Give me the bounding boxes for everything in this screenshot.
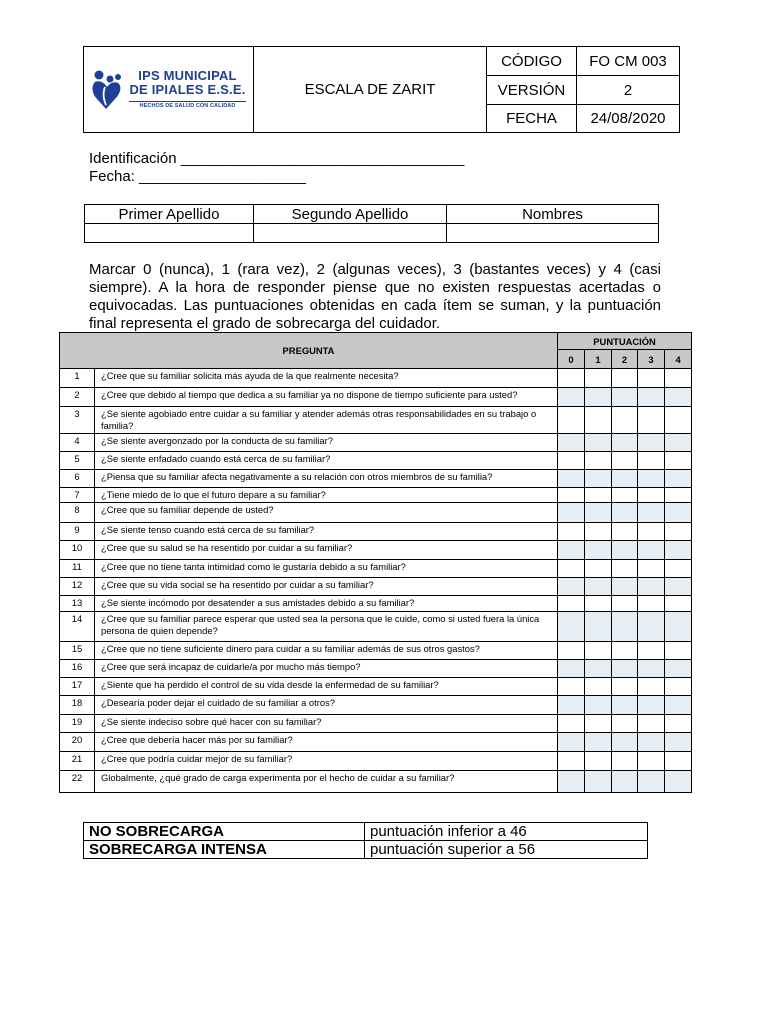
names-input[interactable] (447, 224, 659, 243)
question-row (60, 752, 692, 771)
score-cell-3[interactable] (638, 696, 665, 715)
score-cell-4[interactable] (665, 660, 692, 678)
score-cell-2[interactable] (612, 388, 638, 407)
date-value: 24/08/2020 (577, 105, 680, 133)
question-row (60, 470, 692, 488)
score-cell-0[interactable] (558, 771, 585, 793)
question-row (60, 660, 692, 678)
second-surname-input[interactable] (254, 224, 447, 243)
score-cell-0[interactable] (558, 452, 585, 470)
score-cell-2[interactable] (612, 660, 638, 678)
question-number: 5 (60, 452, 95, 470)
score-cell-3[interactable] (638, 642, 665, 660)
score-cell-4[interactable] (665, 407, 692, 434)
form-title: ESCALA DE ZARIT (254, 47, 487, 133)
question-row (60, 642, 692, 660)
score-cell-1[interactable] (585, 660, 612, 678)
names-header: Nombres (447, 205, 659, 224)
question-text: ¿Se siente avergonzado por la conducta de su familiar? (95, 434, 558, 452)
score-cell-2[interactable] (612, 733, 638, 752)
question-text: ¿Cree que su salud se ha resentido por cuidar a su familiar? (95, 541, 558, 560)
score-cell-3[interactable] (638, 596, 665, 612)
score-1-header: 1 (585, 350, 612, 369)
question-text: ¿Cree que su vida social se ha resentido por cuidar a su familiar? (95, 578, 558, 596)
score-cell-1[interactable] (585, 642, 612, 660)
score-cell-4[interactable] (665, 388, 692, 407)
intense-overload-value: puntuación superior a 56 (365, 841, 648, 859)
question-text: ¿Se siente tenso cuando está cerca de su familiar? (95, 523, 558, 541)
question-row (60, 560, 692, 578)
score-cell-1[interactable] (585, 696, 612, 715)
question-number: 18 (60, 696, 95, 715)
code-value: FO CM 003 (577, 47, 680, 76)
score-cell-3[interactable] (638, 523, 665, 541)
score-cell-4[interactable] (665, 678, 692, 696)
score-cell-2[interactable] (612, 452, 638, 470)
score-cell-3[interactable] (638, 488, 665, 503)
first-surname-header: Primer Apellido (85, 205, 254, 224)
score-cell-3[interactable] (638, 715, 665, 733)
question-row (60, 503, 692, 523)
question-text: Globalmente, ¿qué grado de carga experimenta por el hecho de cuidar a su familiar? (95, 771, 558, 793)
question-row (60, 388, 692, 407)
zarit-questionnaire (59, 332, 692, 793)
score-cell-4[interactable] (665, 434, 692, 452)
score-cell-3[interactable] (638, 660, 665, 678)
second-surname-header: Segundo Apellido (254, 205, 447, 224)
score-cell-2[interactable] (612, 612, 638, 642)
no-overload-label: NO SOBRECARGA (84, 823, 365, 841)
question-row (60, 369, 692, 388)
score-2-header: 2 (612, 350, 638, 369)
identification-field[interactable]: Identificación __________________________________ (89, 150, 465, 167)
score-cell-0[interactable] (558, 541, 585, 560)
question-row (60, 715, 692, 733)
score-cell-4[interactable] (665, 452, 692, 470)
question-number: 3 (60, 407, 95, 434)
score-cell-3[interactable] (638, 612, 665, 642)
score-cell-0[interactable] (558, 596, 585, 612)
score-cell-2[interactable] (612, 752, 638, 771)
score-cell-2[interactable] (612, 596, 638, 612)
question-column-header: PREGUNTA (60, 333, 558, 369)
question-text: ¿Cree que será incapaz de cuidarle/a por mucho más tiempo? (95, 660, 558, 678)
question-text: ¿Cree que debido al tiempo que dedica a su familiar ya no dispone de tiempo suficiente para usted? (95, 388, 558, 407)
question-text: ¿Se siente incómodo por desatender a sus amistades debido a su familiar? (95, 596, 558, 612)
score-cell-1[interactable] (585, 470, 612, 488)
score-cell-0[interactable] (558, 560, 585, 578)
question-number: 6 (60, 470, 95, 488)
score-cell-1[interactable] (585, 560, 612, 578)
score-cell-2[interactable] (612, 642, 638, 660)
score-cell-2[interactable] (612, 407, 638, 434)
score-cell-0[interactable] (558, 733, 585, 752)
score-cell-1[interactable] (585, 715, 612, 733)
question-number: 7 (60, 488, 95, 503)
score-cell-1[interactable] (585, 578, 612, 596)
code-label: CÓDIGO (487, 47, 577, 76)
score-column-header: PUNTUACIÓN (558, 333, 692, 350)
score-cell-1[interactable] (585, 503, 612, 523)
question-number: 21 (60, 752, 95, 771)
question-row (60, 434, 692, 452)
score-cell-3[interactable] (638, 388, 665, 407)
score-cell-4[interactable] (665, 733, 692, 752)
question-text: ¿Se siente agobiado entre cuidar a su familiar y atender además otras responsabilidades en su trabajo o familia? (95, 407, 558, 434)
score-cell-4[interactable] (665, 488, 692, 503)
score-cell-1[interactable] (585, 752, 612, 771)
score-cell-4[interactable] (665, 715, 692, 733)
question-number: 4 (60, 434, 95, 452)
score-cell-4[interactable] (665, 642, 692, 660)
question-text: ¿Cree que no tiene tanta intimidad como le gustaría debido a su familiar? (95, 560, 558, 578)
score-cell-2[interactable] (612, 578, 638, 596)
question-text: ¿Siente que ha perdido el control de su vida desde la enfermedad de su familiar? (95, 678, 558, 696)
question-row (60, 596, 692, 612)
logo-line-2: DE IPIALES E.S.E. (129, 82, 246, 98)
question-row (60, 407, 692, 434)
score-cell-3[interactable] (638, 407, 665, 434)
score-cell-1[interactable] (585, 407, 612, 434)
question-number: 22 (60, 771, 95, 793)
score-cell-4[interactable] (665, 541, 692, 560)
score-cell-2[interactable] (612, 771, 638, 793)
score-cell-3[interactable] (638, 733, 665, 752)
score-cell-4[interactable] (665, 771, 692, 793)
score-cell-1[interactable] (585, 733, 612, 752)
question-text: ¿Cree que su familiar depende de usted? (95, 503, 558, 523)
question-number: 15 (60, 642, 95, 660)
score-cell-3[interactable] (638, 470, 665, 488)
score-cell-1[interactable] (585, 612, 612, 642)
question-text: ¿Cree que podría cuidar mejor de su familiar? (95, 752, 558, 771)
date-field[interactable]: Fecha: ____________________ (89, 168, 306, 185)
date-label: FECHA (487, 105, 577, 133)
question-text: ¿Cree que su familiar parece esperar que usted sea la persona que le cuide, como si usted fuera la única persona de quien depende? (95, 612, 558, 642)
score-cell-1[interactable] (585, 596, 612, 612)
score-cell-0[interactable] (558, 388, 585, 407)
score-cell-3[interactable] (638, 771, 665, 793)
heart-people-icon (91, 68, 125, 112)
question-row (60, 612, 692, 642)
score-cell-2[interactable] (612, 523, 638, 541)
score-cell-2[interactable] (612, 696, 638, 715)
question-number: 17 (60, 678, 95, 696)
question-text: ¿Se siente enfadado cuando está cerca de su familiar? (95, 452, 558, 470)
question-row (60, 452, 692, 470)
score-cell-4[interactable] (665, 503, 692, 523)
logo-line-1: IPS MUNICIPAL (138, 68, 237, 84)
score-cell-0[interactable] (558, 488, 585, 503)
question-text: ¿Tiene miedo de lo que el futuro depare a su familiar? (95, 488, 558, 503)
score-cell-4[interactable] (665, 612, 692, 642)
question-row (60, 678, 692, 696)
score-cell-4[interactable] (665, 560, 692, 578)
score-cell-3[interactable] (638, 678, 665, 696)
score-cell-0[interactable] (558, 678, 585, 696)
question-row (60, 541, 692, 560)
logo-cell (84, 47, 254, 133)
score-cell-0[interactable] (558, 470, 585, 488)
score-cell-1[interactable] (585, 523, 612, 541)
score-cell-0[interactable] (558, 752, 585, 771)
score-cell-3[interactable] (638, 560, 665, 578)
question-row (60, 696, 692, 715)
score-cell-2[interactable] (612, 470, 638, 488)
score-cell-0[interactable] (558, 407, 585, 434)
score-cell-3[interactable] (638, 578, 665, 596)
names-table (84, 204, 659, 243)
no-overload-value: puntuación inferior a 46 (365, 823, 648, 841)
question-row (60, 523, 692, 541)
score-4-header: 4 (665, 350, 692, 369)
question-number: 10 (60, 541, 95, 560)
question-row (60, 578, 692, 596)
question-number: 14 (60, 612, 95, 642)
question-row (60, 488, 692, 503)
score-cell-1[interactable] (585, 488, 612, 503)
score-cell-0[interactable] (558, 642, 585, 660)
instructions: Marcar 0 (nunca), 1 (rara vez), 2 (algunas veces), 3 (bastantes veces) y 4 (casi siempre). A la hora de responder piense que no existen respuestas acertadas o equivocadas. Las puntuaciones obtenidas en cada ítem se suman, y la puntuación final representa el grado de sobrecarga del cuidador. (89, 261, 661, 332)
score-cell-1[interactable] (585, 541, 612, 560)
intense-overload-label: SOBRECARGA INTENSA (84, 841, 365, 859)
score-cell-3[interactable] (638, 752, 665, 771)
question-text: ¿Desearía poder dejar el cuidado de su familiar a otros? (95, 696, 558, 715)
question-rows (60, 369, 692, 793)
question-text: ¿Se siente indeciso sobre qué hacer con su familiar? (95, 715, 558, 733)
score-cell-3[interactable] (638, 434, 665, 452)
score-cell-0[interactable] (558, 696, 585, 715)
results-table (83, 822, 648, 859)
score-cell-2[interactable] (612, 541, 638, 560)
score-cell-3[interactable] (638, 452, 665, 470)
score-cell-1[interactable] (585, 452, 612, 470)
score-cell-2[interactable] (612, 488, 638, 503)
logo-tagline: HECHOS DE SALUD CON CALIDAD (129, 101, 245, 110)
score-cell-1[interactable] (585, 434, 612, 452)
score-cell-0[interactable] (558, 434, 585, 452)
question-text: ¿Piensa que su familiar afecta negativamente a su relación con otros miembros de su familia? (95, 470, 558, 488)
score-cell-4[interactable] (665, 369, 692, 388)
score-cell-4[interactable] (665, 596, 692, 612)
question-number: 16 (60, 660, 95, 678)
score-cell-2[interactable] (612, 560, 638, 578)
score-cell-0[interactable] (558, 612, 585, 642)
score-cell-4[interactable] (665, 578, 692, 596)
question-text: ¿Cree que su familiar solicita más ayuda de la que realmente necesita? (95, 369, 558, 388)
score-cell-4[interactable] (665, 470, 692, 488)
question-number: 12 (60, 578, 95, 596)
score-cell-2[interactable] (612, 434, 638, 452)
question-number: 20 (60, 733, 95, 752)
score-cell-3[interactable] (638, 369, 665, 388)
version-label: VERSIÓN (487, 76, 577, 105)
score-cell-1[interactable] (585, 678, 612, 696)
score-cell-0[interactable] (558, 503, 585, 523)
question-text: ¿Cree que debería hacer más por su familiar? (95, 733, 558, 752)
ips-logo (91, 68, 245, 112)
question-number: 2 (60, 388, 95, 407)
question-row (60, 733, 692, 752)
score-0-header: 0 (558, 350, 585, 369)
score-cell-4[interactable] (665, 752, 692, 771)
question-text: ¿Cree que no tiene suficiente dinero para cuidar a su familiar además de sus otros gastos? (95, 642, 558, 660)
version-value: 2 (577, 76, 680, 105)
document-header (83, 46, 680, 133)
first-surname-input[interactable] (85, 224, 254, 243)
question-row (60, 771, 692, 793)
score-cell-0[interactable] (558, 715, 585, 733)
question-number: 8 (60, 503, 95, 523)
score-3-header: 3 (638, 350, 665, 369)
score-cell-1[interactable] (585, 771, 612, 793)
score-cell-2[interactable] (612, 678, 638, 696)
question-number: 19 (60, 715, 95, 733)
score-cell-1[interactable] (585, 369, 612, 388)
question-number: 13 (60, 596, 95, 612)
score-cell-0[interactable] (558, 578, 585, 596)
score-cell-0[interactable] (558, 660, 585, 678)
question-number: 9 (60, 523, 95, 541)
score-cell-1[interactable] (585, 388, 612, 407)
score-cell-0[interactable] (558, 523, 585, 541)
score-cell-2[interactable] (612, 503, 638, 523)
score-cell-4[interactable] (665, 523, 692, 541)
question-number: 11 (60, 560, 95, 578)
score-cell-0[interactable] (558, 369, 585, 388)
score-cell-2[interactable] (612, 369, 638, 388)
score-cell-3[interactable] (638, 541, 665, 560)
score-cell-4[interactable] (665, 696, 692, 715)
question-number: 1 (60, 369, 95, 388)
score-cell-3[interactable] (638, 503, 665, 523)
score-cell-2[interactable] (612, 715, 638, 733)
